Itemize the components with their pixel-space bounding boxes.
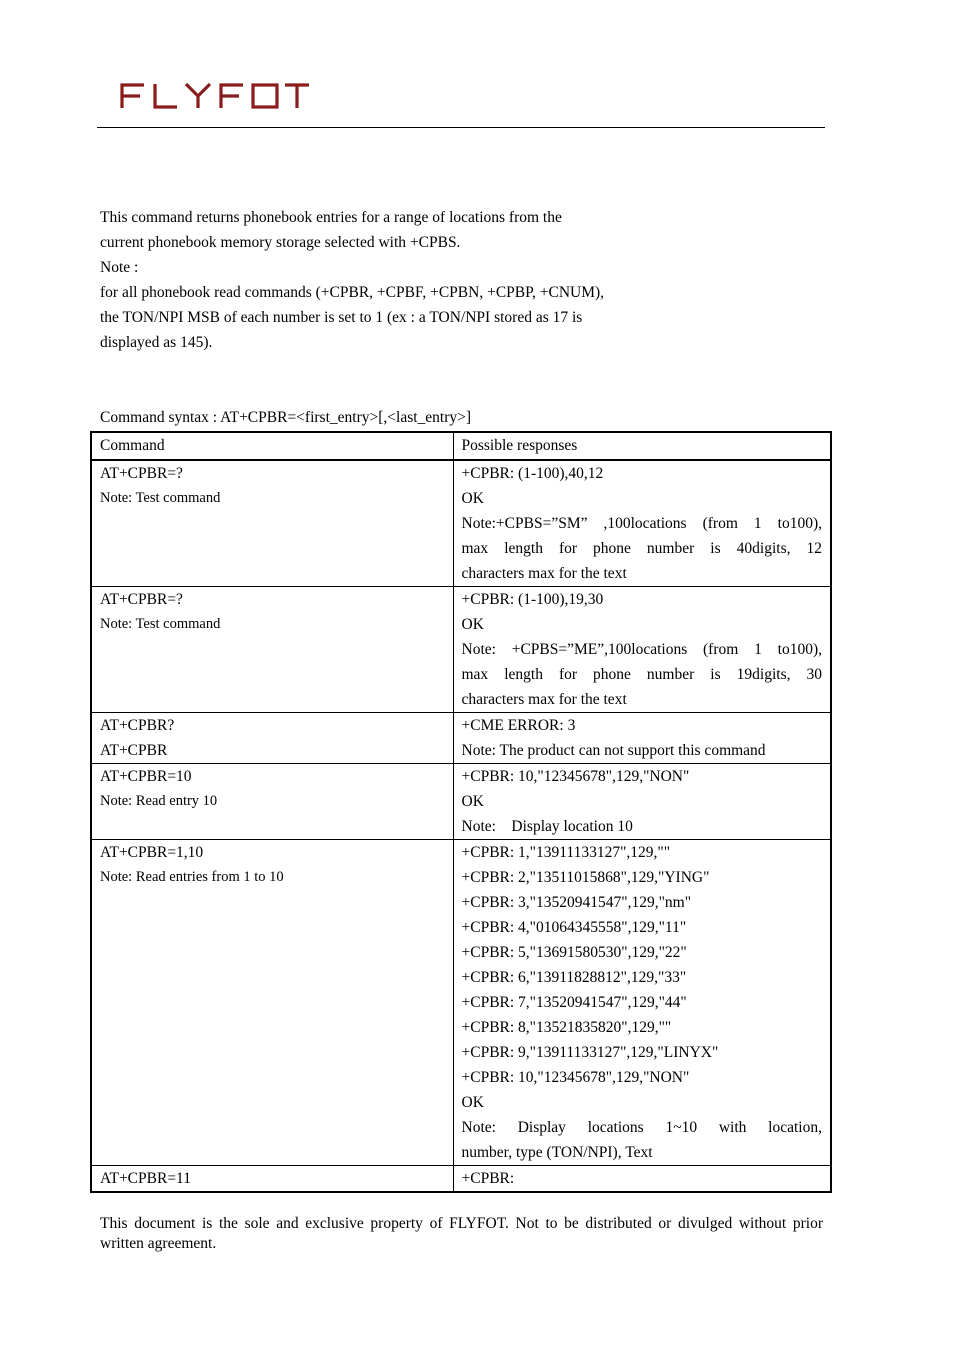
footer-notice: This document is the sole and exclusive property of FLYFOT. Not to be distributed or divulged without prior written agreement. (100, 1215, 823, 1252)
command-note: Note: Test command (100, 616, 221, 632)
intro-line: for all phonebook read commands (+CPBR, +CPBF, +CPBN, +CPBP, +CNUM), (100, 284, 605, 301)
table-row (91, 1166, 831, 1193)
response-line: +CPBR: 2,"13511015868",129,"YING" (461, 869, 710, 886)
intro-line: This command returns phonebook entries for a range of locations from the (100, 209, 562, 226)
header-responses: Possible responses (453, 432, 831, 460)
response-note: max length for phone number is 19digits, 30 (461, 666, 822, 683)
response-note: max length for phone number is 40digits, 12 (461, 540, 822, 557)
command-syntax: Command syntax : AT+CPBR=<first_entry>[,<last_entry>] (100, 409, 472, 426)
table-row (91, 460, 831, 587)
command-text: AT+CPBR (100, 742, 168, 759)
response-line: OK (461, 1094, 484, 1111)
response-cell (453, 587, 831, 713)
response-line: Note: Display location 10 (461, 818, 633, 835)
response-line: +CPBR: 10,"12345678",129,"NON" (461, 1069, 690, 1086)
response-line: +CPBR: 9,"13911133127",129,"LINYX" (461, 1044, 719, 1061)
table-row (91, 587, 831, 713)
command-cell (91, 840, 453, 1166)
response-cell (453, 840, 831, 1166)
response-note: Note:+CPBS=”SM” ,100locations (from 1 to100), (461, 515, 822, 532)
table-row (91, 713, 831, 764)
header-rule (97, 127, 825, 128)
response-line: +CPBR: 8,"13521835820",129,"" (461, 1019, 672, 1036)
response-line: OK (461, 490, 484, 507)
command-text: AT+CPBR=? (100, 591, 183, 608)
response-line: +CPBR: (1-100),40,12 (461, 465, 604, 482)
command-note: Note: Test command (100, 490, 221, 506)
header-command: Command (91, 432, 453, 460)
command-cell (91, 1166, 453, 1193)
command-text: AT+CPBR=11 (100, 1170, 191, 1187)
response-line: +CPBR: 6,"13911828812",129,"33" (461, 969, 687, 986)
command-text: AT+CPBR=10 (100, 768, 192, 785)
command-text: AT+CPBR=? (100, 465, 183, 482)
response-note: characters max for the text (461, 691, 627, 708)
response-line: +CPBR: 5,"13691580530",129,"22" (461, 944, 687, 961)
response-line: +CPBR: (461, 1170, 515, 1187)
response-cell (453, 713, 831, 764)
flyfot-logo (119, 80, 311, 112)
command-text: AT+CPBR=1,10 (100, 844, 204, 861)
response-note: characters max for the text (461, 565, 627, 582)
intro-line: the TON/NPI MSB of each number is set to 1 (ex : a TON/NPI stored as 17 is (100, 309, 583, 326)
response-line: +CME ERROR: 3 (461, 717, 576, 734)
command-cell (91, 764, 453, 840)
response-cell (453, 764, 831, 840)
response-line: +CPBR: 10,"12345678",129,"NON" (461, 768, 690, 785)
command-cell (91, 713, 453, 764)
command-note: Note: Read entry 10 (100, 793, 218, 809)
command-text: AT+CPBR? (100, 717, 175, 734)
command-note: Note: Read entries from 1 to 10 (100, 869, 284, 885)
command-table (90, 431, 832, 1193)
response-cell (453, 1166, 831, 1193)
command-cell (91, 587, 453, 713)
response-note: Note: Display locations 1~10 with location, (461, 1119, 822, 1136)
intro-text (100, 205, 720, 355)
intro-line: Note : (100, 259, 139, 276)
response-line: +CPBR: 1,"13911133127",129,"" (461, 844, 671, 861)
response-cell (453, 460, 831, 587)
response-line: +CPBR: 7,"13520941547",129,"44" (461, 994, 687, 1011)
table-header-row (91, 432, 831, 460)
response-line: +CPBR: 4,"01064345558",129,"11" (461, 919, 687, 936)
response-line: OK (461, 793, 484, 810)
table-row (91, 840, 831, 1166)
response-line: Note: The product can not support this command (461, 742, 766, 759)
intro-line: current phonebook memory storage selected with +CPBS. (100, 234, 461, 251)
logo-wordmark (119, 80, 311, 112)
response-line: +CPBR: (1-100),19,30 (461, 591, 604, 608)
response-note: number, type (TON/NPI), Text (461, 1144, 653, 1161)
response-note: Note: +CPBS=”ME”,100locations (from 1 to100), (461, 641, 822, 658)
response-line: +CPBR: 3,"13520941547",129,"nm" (461, 894, 692, 911)
table-row (91, 764, 831, 840)
command-cell (91, 460, 453, 587)
intro-line: displayed as 145). (100, 334, 213, 351)
response-line: OK (461, 616, 484, 633)
